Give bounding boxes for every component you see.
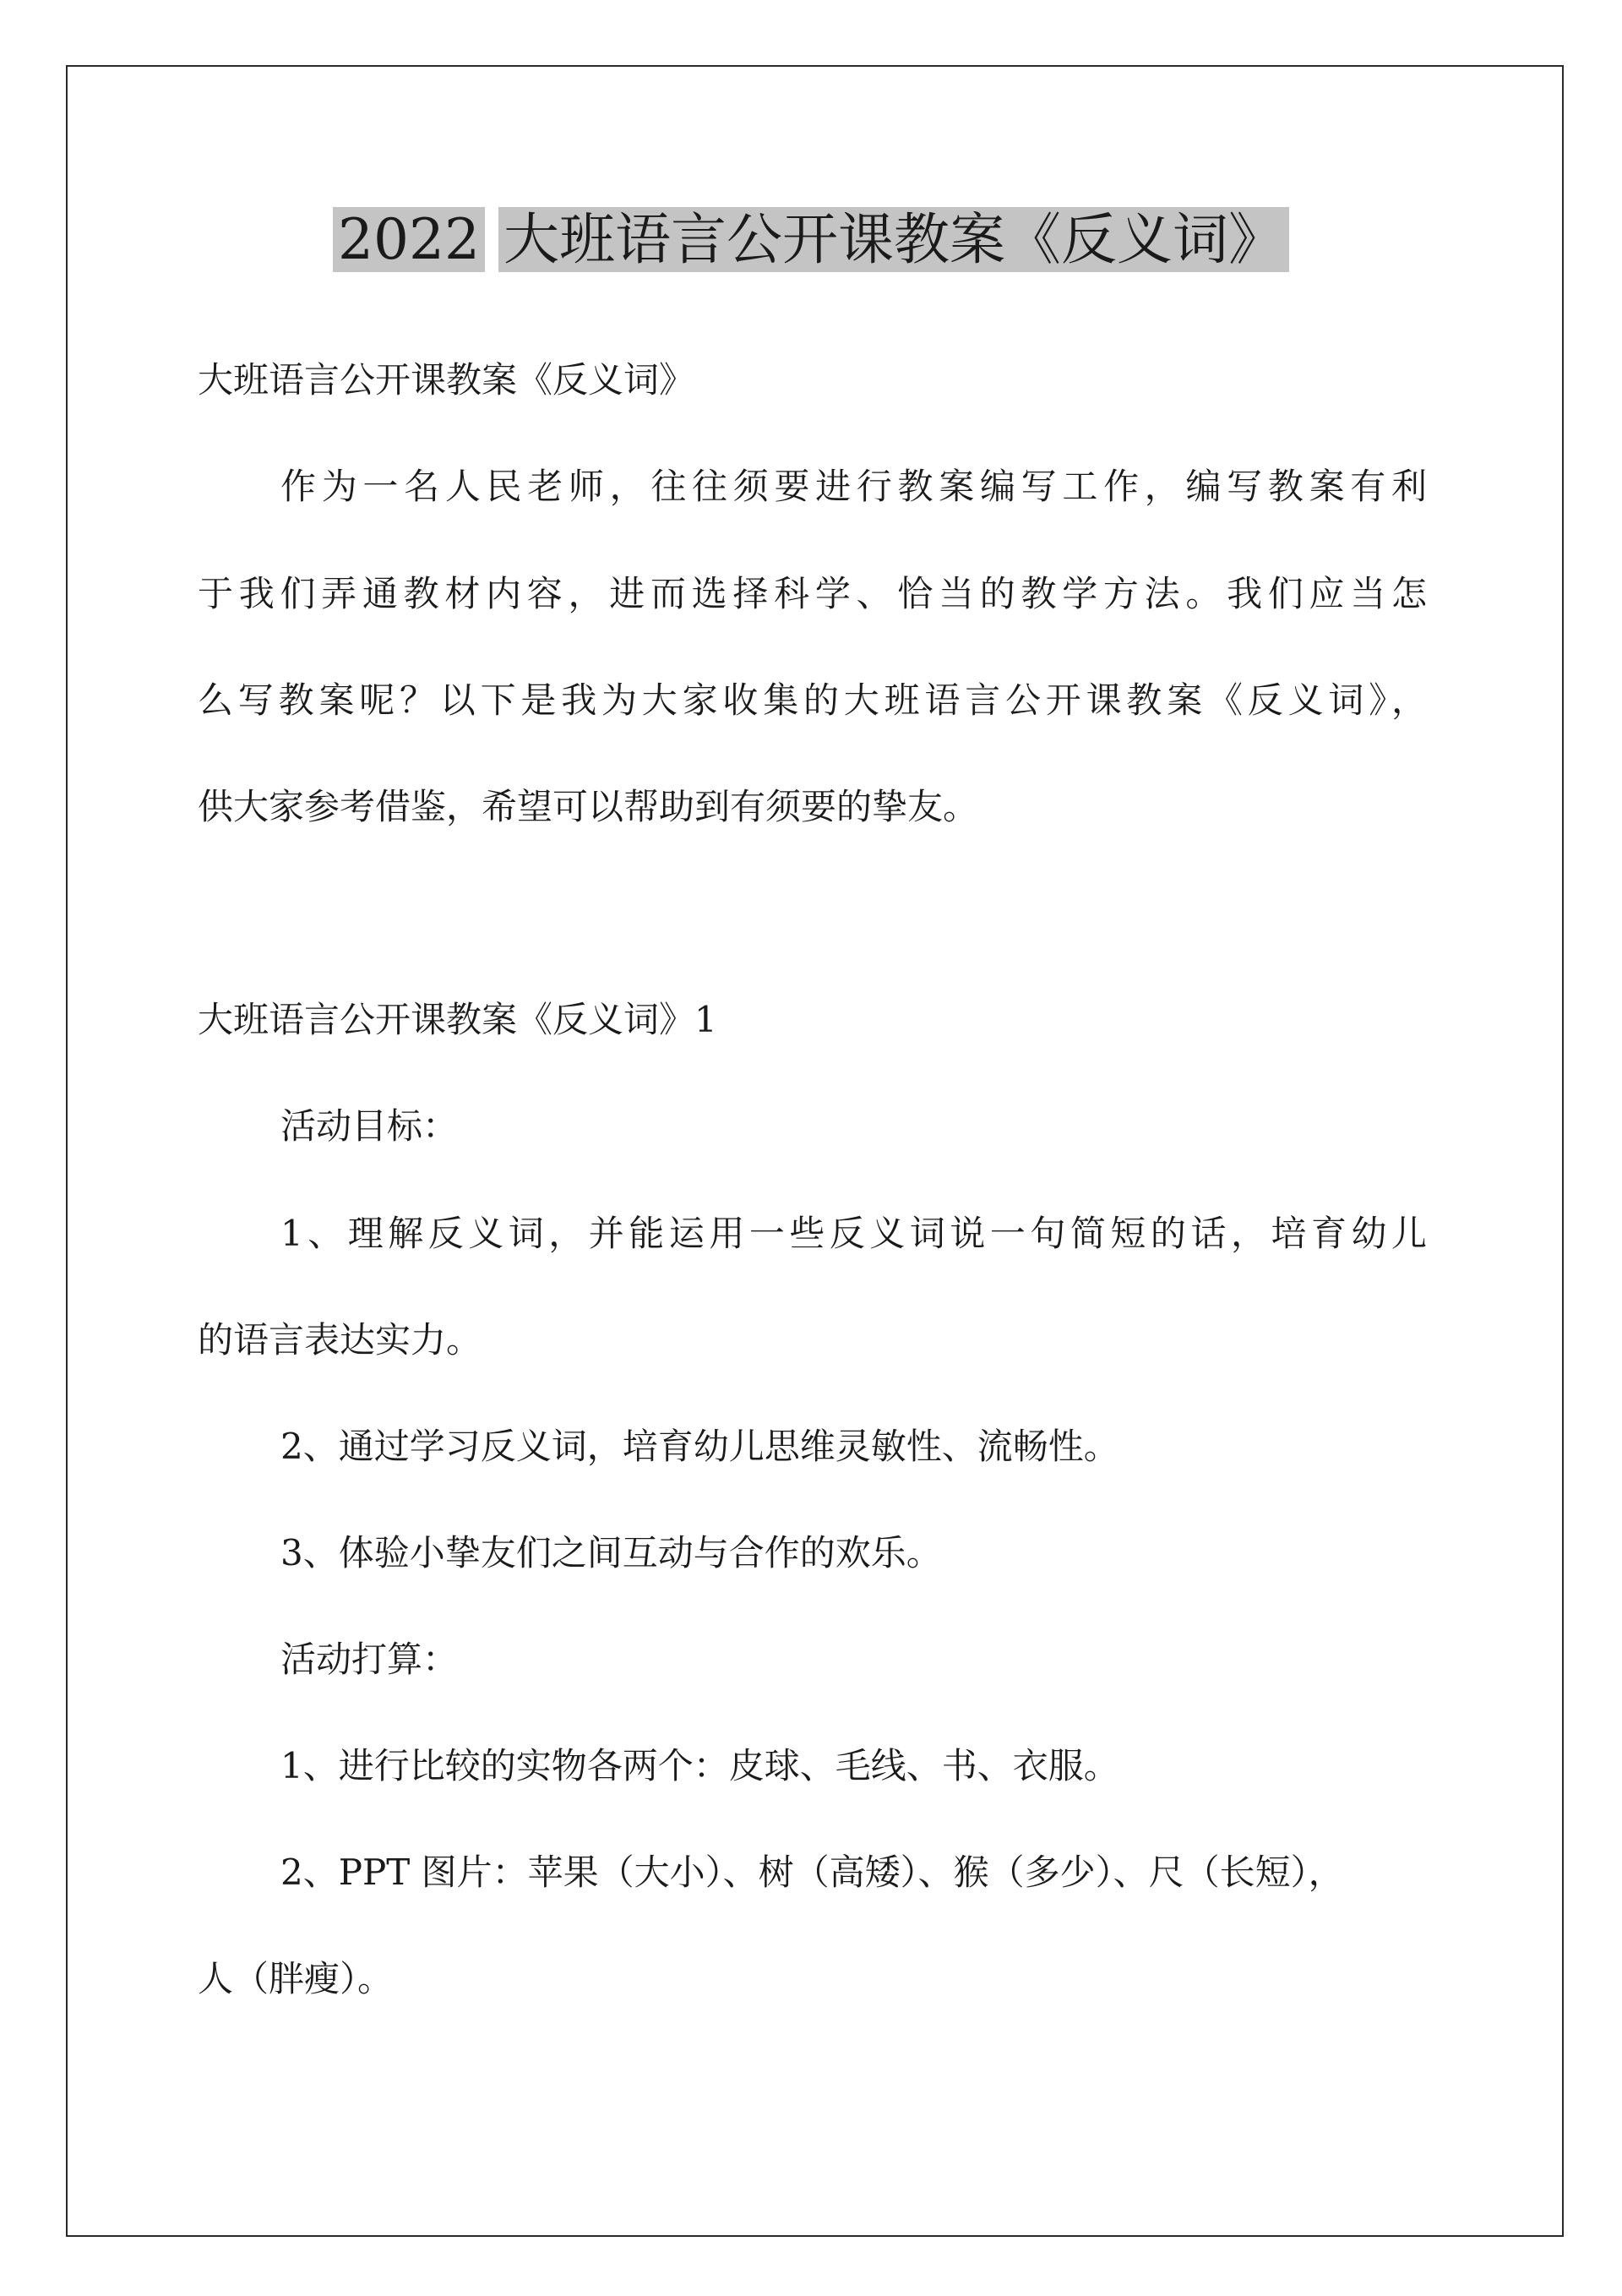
subtitle-line: 大班语言公开课教案《反义词》 [198, 359, 695, 401]
title-text: 大班语言公开课教案《反义词》 [498, 207, 1289, 272]
title-year: 2022 [333, 207, 485, 272]
list-item-cont: 人（胖瘦）。 [198, 1958, 394, 1999]
section-label: 活动目标： [280, 1105, 459, 1147]
paragraph-line: 作为一名人民老师，往往须要进行教案编写工作，编写教案有利 [280, 466, 1427, 507]
list-item-cont: 的语言表达实力。 [198, 1319, 482, 1361]
section-label: 活动打算： [280, 1639, 459, 1680]
list-item: 2、通过学习反义词，培育幼儿思维灵敏性、流畅性。 [280, 1426, 1119, 1467]
paragraph-line: 于我们弄通教材内容，进而选择科学、恰当的教学方法。我们应当怎 [198, 573, 1427, 614]
list-item: 1、进行比较的实物各两个：皮球、毛线、书、衣服。 [280, 1745, 1119, 1786]
section-heading: 大班语言公开课教案《反义词》1 [198, 999, 717, 1040]
document-title [0, 199, 1622, 281]
list-item: 1、理解反义词，并能运用一些反义词说一句简短的话，培育幼儿 [280, 1213, 1427, 1254]
paragraph-line: 么写教案呢？以下是我为大家收集的大班语言公开课教案《反义词》， [198, 679, 1427, 721]
list-item: 3、体验小挚友们之间互动与合作的欢乐。 [280, 1532, 942, 1573]
paragraph-line: 供大家参考借鉴，希望可以帮助到有须要的挚友。 [198, 786, 979, 827]
list-item: 2、PPT 图片：苹果（大小）、树（高矮）、猴（多少）、尺（长短）， [280, 1852, 1344, 1893]
